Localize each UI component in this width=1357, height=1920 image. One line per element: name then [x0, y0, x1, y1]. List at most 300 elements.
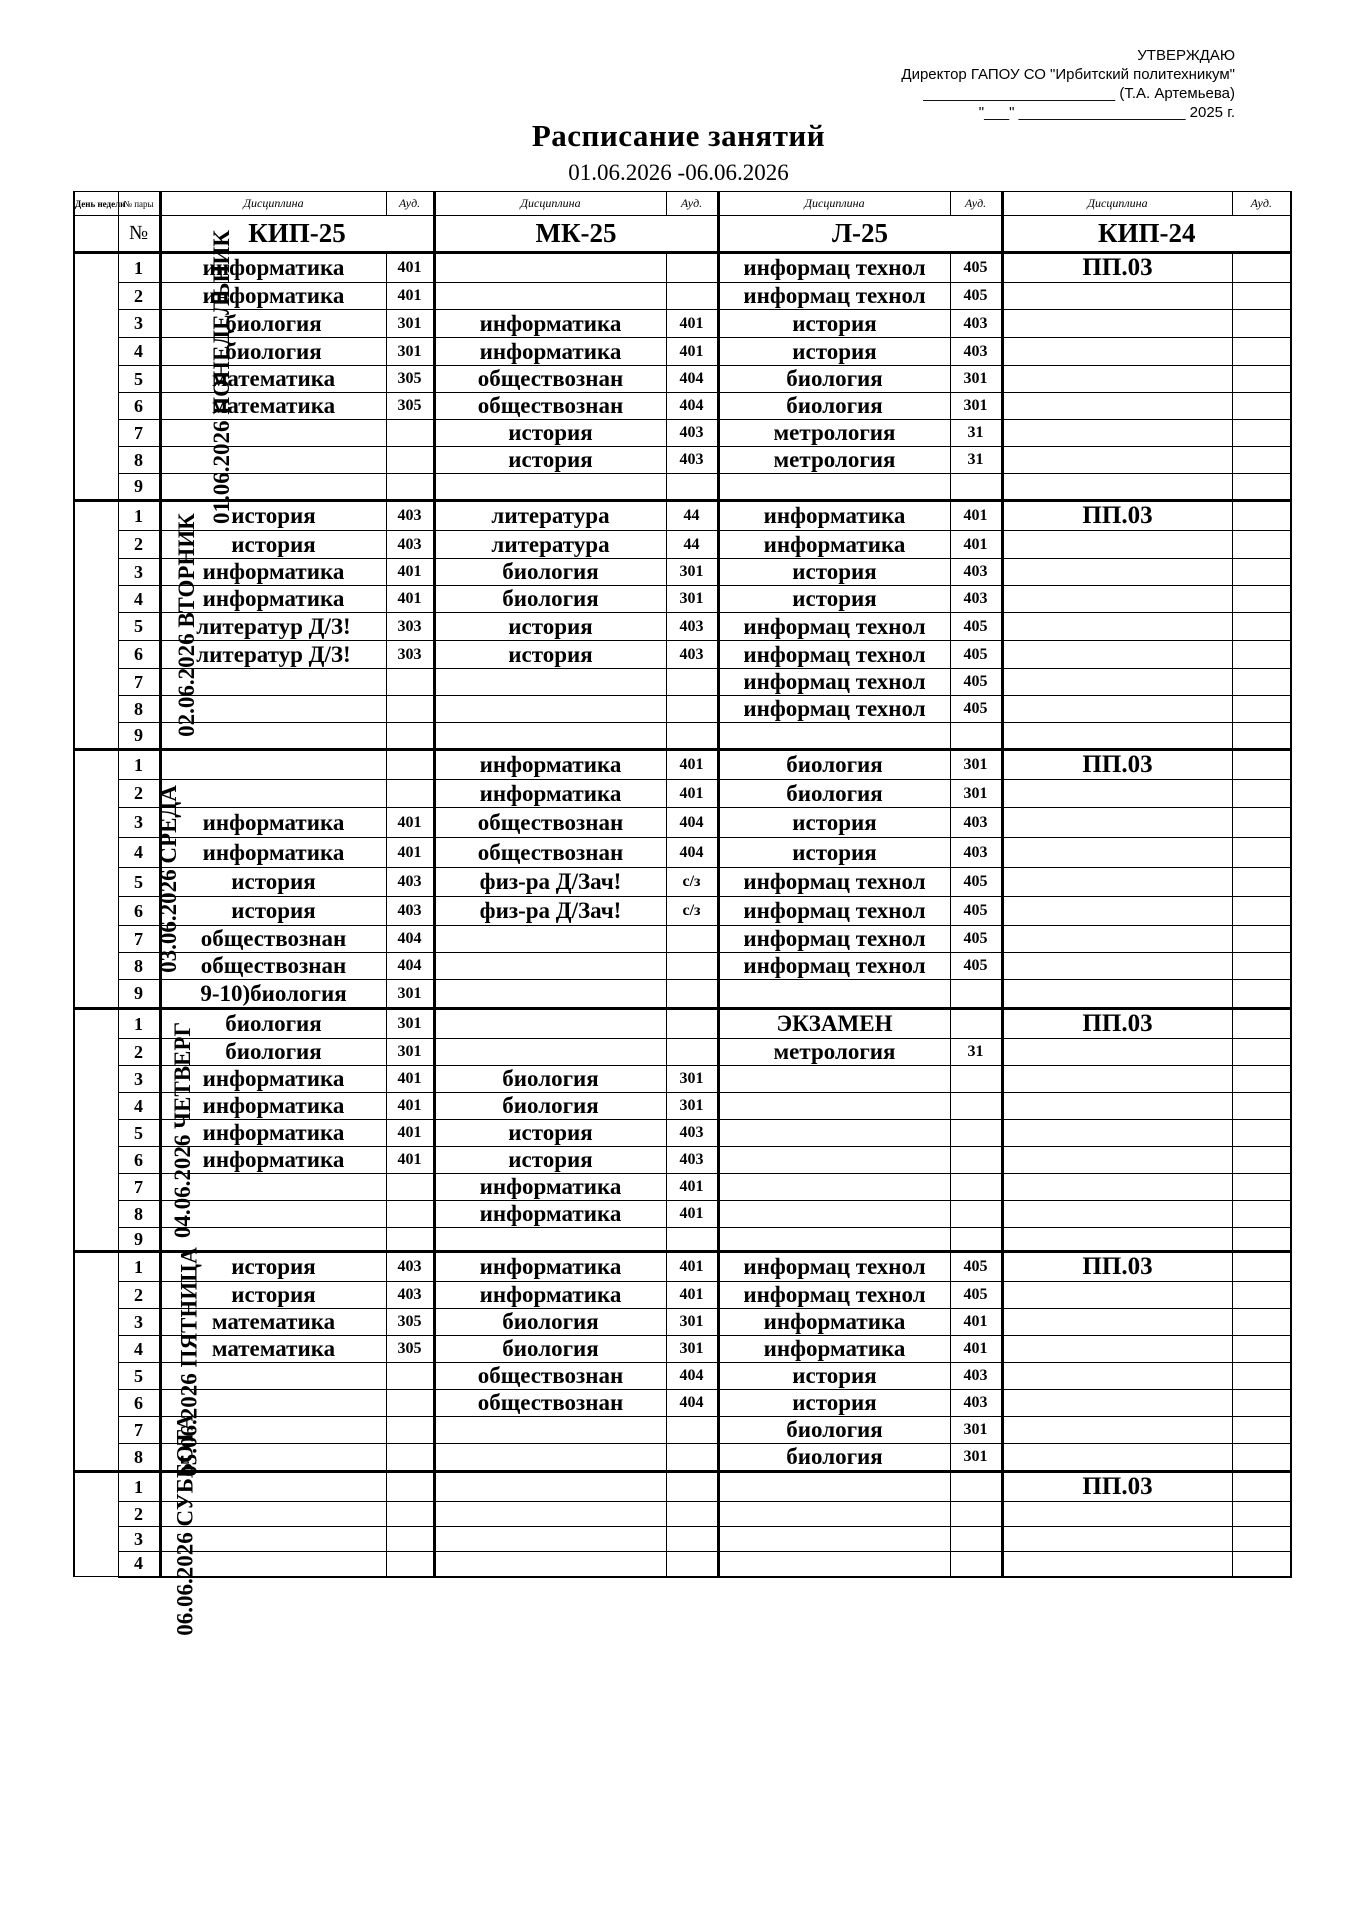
discipline-cell: [1002, 366, 1232, 393]
room-cell: 403: [666, 613, 718, 641]
room-cell: 301: [386, 310, 434, 338]
discipline-cell: история: [434, 447, 666, 474]
room-cell: 403: [950, 586, 1002, 613]
lesson-number: 3: [118, 1527, 160, 1552]
discipline-cell: информатика: [434, 750, 666, 780]
room-cell: 404: [666, 1363, 718, 1390]
discipline-cell: биология: [718, 393, 950, 420]
room-cell: 401: [386, 559, 434, 586]
room-cell: 301: [666, 586, 718, 613]
discipline-cell: история: [434, 1147, 666, 1174]
lesson-row: [74, 338, 1291, 366]
discipline-cell: [1002, 1066, 1232, 1093]
discipline-cell: метрология: [718, 1039, 950, 1066]
lesson-number: 4: [118, 838, 160, 868]
discipline-cell: [1002, 393, 1232, 420]
discipline-cell: [160, 780, 386, 808]
lesson-number: 7: [118, 420, 160, 447]
lesson-row: [74, 868, 1291, 897]
discipline-cell: [434, 253, 666, 283]
room-cell: [950, 1120, 1002, 1147]
room-cell: [1232, 953, 1291, 980]
lesson-row: [74, 1390, 1291, 1417]
discipline-cell: [1002, 1444, 1232, 1472]
discipline-cell: математика: [160, 366, 386, 393]
discipline-cell: [1002, 696, 1232, 723]
lesson-number: 3: [118, 1309, 160, 1336]
lesson-number: 6: [118, 897, 160, 926]
room-cell: 401: [666, 338, 718, 366]
discipline-cell: [434, 1502, 666, 1527]
room-cell: [1232, 1120, 1291, 1147]
room-cell: [1232, 669, 1291, 696]
discipline-cell: обществознан: [434, 808, 666, 838]
discipline-cell: информац технол: [718, 253, 950, 283]
discipline-cell: [434, 926, 666, 953]
lesson-row: [74, 1093, 1291, 1120]
discipline-cell: [1002, 474, 1232, 501]
discipline-cell: обществознан: [434, 1390, 666, 1417]
room-cell: [950, 1174, 1002, 1201]
discipline-cell: информатика: [160, 283, 386, 310]
room-cell: 404: [666, 1390, 718, 1417]
room-cell: [950, 1093, 1002, 1120]
room-cell: 403: [666, 641, 718, 669]
room-cell: [950, 1228, 1002, 1252]
discipline-cell: информац технол: [718, 669, 950, 696]
room-cell: 301: [950, 1444, 1002, 1472]
room-cell: 403: [950, 1363, 1002, 1390]
discipline-cell: [718, 1228, 950, 1252]
room-cell: [1232, 1444, 1291, 1472]
discipline-cell: история: [434, 420, 666, 447]
period-subtitle: 01.06.2026 -06.06.2026: [568, 160, 789, 185]
lesson-row: [74, 669, 1291, 696]
room-cell: 301: [666, 1336, 718, 1363]
room-cell: [386, 1552, 434, 1577]
discipline-cell: математика: [160, 393, 386, 420]
room-cell: [666, 1009, 718, 1039]
room-cell: [1232, 1039, 1291, 1066]
lesson-number: 8: [118, 696, 160, 723]
discipline-cell: [434, 1417, 666, 1444]
lesson-number: 1: [118, 501, 160, 531]
discipline-cell: [1002, 723, 1232, 750]
room-cell: 405: [950, 253, 1002, 283]
lesson-number: 4: [118, 586, 160, 613]
room-cell: [386, 1174, 434, 1201]
room-cell: 305: [386, 366, 434, 393]
room-cell: [666, 1527, 718, 1552]
discipline-cell: информатика: [160, 838, 386, 868]
approval-line-2: Директор ГАПОУ СО "Ирбитский политехникум": [901, 66, 1235, 83]
room-cell: [386, 780, 434, 808]
lesson-number: 7: [118, 1417, 160, 1444]
room-cell: 403: [666, 1120, 718, 1147]
lesson-number: 3: [118, 808, 160, 838]
lesson-row: [74, 366, 1291, 393]
discipline-cell: [434, 1552, 666, 1577]
room-cell: [386, 474, 434, 501]
approval-line-3: _______________________ (Т.А. Артемьева): [923, 85, 1235, 102]
room-cell: [1232, 723, 1291, 750]
room-cell: [950, 474, 1002, 501]
room-cell: [386, 1201, 434, 1228]
room-cell: [386, 1228, 434, 1252]
group-header: КИП-24: [1002, 216, 1291, 253]
discipline-cell: биология: [434, 1336, 666, 1363]
discipline-cell: история: [434, 613, 666, 641]
room-cell: 401: [950, 1309, 1002, 1336]
room-cell: [950, 980, 1002, 1009]
discipline-cell: информац технол: [718, 1252, 950, 1282]
room-cell: 403: [666, 420, 718, 447]
discipline-cell: история: [434, 1120, 666, 1147]
discipline-cell: [1002, 868, 1232, 897]
room-cell: [1232, 897, 1291, 926]
room-cell: [1232, 1417, 1291, 1444]
lesson-number: 8: [118, 1201, 160, 1228]
discipline-cell: история: [160, 501, 386, 531]
lesson-row: [74, 897, 1291, 926]
room-cell: [1232, 338, 1291, 366]
lesson-row: [74, 310, 1291, 338]
room-cell: 403: [386, 1282, 434, 1309]
discipline-cell: [1002, 531, 1232, 559]
discipline-cell: информац технол: [718, 641, 950, 669]
room-cell: [666, 1417, 718, 1444]
discipline-cell: [434, 1039, 666, 1066]
discipline-cell: ЭКЗАМЕН: [718, 1009, 950, 1039]
room-cell: 404: [666, 366, 718, 393]
discipline-cell: биология: [718, 780, 950, 808]
room-cell: 301: [950, 1417, 1002, 1444]
room-cell: [386, 1363, 434, 1390]
discipline-cell: информатика: [160, 253, 386, 283]
discipline-cell: ПП.03: [1002, 501, 1232, 531]
room-cell: [950, 1527, 1002, 1552]
lesson-row: [74, 1444, 1291, 1472]
discipline-cell: [1002, 1552, 1232, 1577]
discipline-cell: [718, 474, 950, 501]
room-cell: [666, 253, 718, 283]
room-cell: [666, 669, 718, 696]
discipline-cell: информатика: [434, 338, 666, 366]
lesson-row: [74, 586, 1291, 613]
room-cell: 405: [950, 283, 1002, 310]
discipline-cell: обществознан: [160, 953, 386, 980]
room-cell: [1232, 253, 1291, 283]
room-cell: [1232, 1009, 1291, 1039]
room-cell: [1232, 1472, 1291, 1502]
discipline-cell: информац технол: [718, 696, 950, 723]
lesson-row: [74, 613, 1291, 641]
room-cell: 301: [666, 559, 718, 586]
discipline-cell: история: [160, 1252, 386, 1282]
room-cell: [1232, 1252, 1291, 1282]
room-cell: [1232, 641, 1291, 669]
room-cell: [666, 474, 718, 501]
room-cell: [666, 980, 718, 1009]
room-cell: 305: [386, 393, 434, 420]
room-cell: 403: [950, 808, 1002, 838]
discipline-header: Дисциплина: [718, 192, 950, 216]
room-cell: 405: [950, 868, 1002, 897]
column-header-row: [74, 192, 1291, 216]
room-cell: 403: [950, 310, 1002, 338]
lesson-row: [74, 1201, 1291, 1228]
discipline-cell: [160, 447, 386, 474]
discipline-cell: обществознан: [434, 366, 666, 393]
room-cell: 31: [950, 447, 1002, 474]
discipline-cell: [1002, 1093, 1232, 1120]
room-cell: 403: [950, 838, 1002, 868]
room-cell: [1232, 474, 1291, 501]
discipline-cell: информац технол: [718, 283, 950, 310]
room-cell: 303: [386, 641, 434, 669]
room-cell: 31: [950, 1039, 1002, 1066]
room-cell: [1232, 586, 1291, 613]
day-label: 06.06.2026 СУББОТА: [74, 1472, 118, 1577]
room-cell: 401: [666, 310, 718, 338]
room-cell: [1232, 366, 1291, 393]
discipline-header: Дисциплина: [1002, 192, 1232, 216]
room-cell: [1232, 980, 1291, 1009]
discipline-cell: [1002, 613, 1232, 641]
group-header: КИП-25: [160, 216, 434, 253]
room-cell: [666, 926, 718, 953]
lesson-number: 8: [118, 953, 160, 980]
discipline-cell: обществознан: [160, 926, 386, 953]
discipline-cell: информац технол: [718, 1282, 950, 1309]
lesson-number: 6: [118, 641, 160, 669]
room-cell: [666, 1552, 718, 1577]
discipline-cell: история: [718, 586, 950, 613]
room-cell: 301: [950, 393, 1002, 420]
room-cell: [950, 1147, 1002, 1174]
lesson-row: [74, 1282, 1291, 1309]
group-header: МК-25: [434, 216, 718, 253]
discipline-cell: биология: [718, 1444, 950, 1472]
discipline-cell: [1002, 447, 1232, 474]
discipline-cell: обществознан: [434, 1363, 666, 1390]
approval-block: [901, 46, 1235, 122]
lesson-row: [74, 1502, 1291, 1527]
discipline-cell: информатика: [718, 531, 950, 559]
discipline-cell: информатика: [160, 559, 386, 586]
discipline-cell: информатика: [718, 1309, 950, 1336]
room-cell: [1232, 1066, 1291, 1093]
room-cell: [666, 953, 718, 980]
approval-line-4: "___" ____________________ 2025 г.: [978, 104, 1235, 121]
day-label: 02.06.2026 ВТОРНИК: [74, 501, 118, 750]
lesson-row: [74, 420, 1291, 447]
room-cell: [666, 283, 718, 310]
discipline-cell: [1002, 310, 1232, 338]
discipline-cell: математика: [160, 1309, 386, 1336]
room-cell: 403: [386, 501, 434, 531]
lesson-row: [74, 926, 1291, 953]
room-cell: 301: [950, 780, 1002, 808]
lesson-row: [74, 1039, 1291, 1066]
room-cell: [386, 447, 434, 474]
room-cell: 305: [386, 1336, 434, 1363]
discipline-cell: физ-ра Д/Зач!: [434, 897, 666, 926]
discipline-cell: [718, 1066, 950, 1093]
lesson-row: [74, 1472, 1291, 1502]
discipline-cell: [1002, 1120, 1232, 1147]
discipline-cell: [160, 474, 386, 501]
room-cell: 44: [666, 531, 718, 559]
discipline-cell: биология: [434, 559, 666, 586]
discipline-cell: [1002, 1147, 1232, 1174]
discipline-cell: [434, 1009, 666, 1039]
room-cell: [666, 1444, 718, 1472]
discipline-cell: [1002, 586, 1232, 613]
discipline-cell: информатика: [434, 1252, 666, 1282]
room-cell: 405: [950, 669, 1002, 696]
discipline-cell: ПП.03: [1002, 750, 1232, 780]
discipline-cell: [718, 1174, 950, 1201]
lesson-row: [74, 1417, 1291, 1444]
room-cell: [1232, 1552, 1291, 1577]
lesson-number: 2: [118, 531, 160, 559]
room-cell: [666, 1472, 718, 1502]
lesson-row: [74, 980, 1291, 1009]
lesson-row: [74, 838, 1291, 868]
discipline-cell: [1002, 780, 1232, 808]
lesson-row: [74, 253, 1291, 283]
discipline-cell: [1002, 926, 1232, 953]
discipline-cell: [434, 696, 666, 723]
room-cell: [666, 1039, 718, 1066]
discipline-cell: метрология: [718, 447, 950, 474]
day-header-cont: [74, 216, 118, 253]
discipline-cell: биология: [160, 338, 386, 366]
room-cell: [950, 1066, 1002, 1093]
group-header-row: [74, 216, 1291, 253]
room-cell: 405: [950, 926, 1002, 953]
room-cell: 401: [386, 283, 434, 310]
room-cell: [1232, 501, 1291, 531]
lesson-row: [74, 474, 1291, 501]
lesson-row: [74, 1309, 1291, 1336]
room-cell: [1232, 750, 1291, 780]
discipline-cell: информатика: [160, 1147, 386, 1174]
lesson-number: 3: [118, 310, 160, 338]
room-cell: [386, 1472, 434, 1502]
discipline-cell: [1002, 838, 1232, 868]
lesson-row: [74, 1527, 1291, 1552]
discipline-cell: история: [718, 559, 950, 586]
discipline-cell: информатика: [160, 1066, 386, 1093]
lesson-row: [74, 808, 1291, 838]
discipline-cell: обществознан: [434, 393, 666, 420]
room-cell: [666, 723, 718, 750]
discipline-cell: биология: [434, 1309, 666, 1336]
discipline-cell: [1002, 1228, 1232, 1252]
room-cell: 303: [386, 613, 434, 641]
room-cell: 301: [666, 1309, 718, 1336]
room-cell: 301: [386, 338, 434, 366]
lesson-number: 9: [118, 723, 160, 750]
lesson-row: [74, 723, 1291, 750]
discipline-cell: история: [718, 338, 950, 366]
lesson-number: 5: [118, 1363, 160, 1390]
lesson-row: [74, 447, 1291, 474]
room-cell: [950, 1502, 1002, 1527]
room-cell: 403: [950, 559, 1002, 586]
lesson-row: [74, 1252, 1291, 1282]
room-cell: [1232, 393, 1291, 420]
room-cell: [1232, 1502, 1291, 1527]
discipline-cell: [1002, 1527, 1232, 1552]
discipline-cell: информатика: [434, 1282, 666, 1309]
room-cell: 401: [386, 1066, 434, 1093]
room-cell: [950, 723, 1002, 750]
discipline-cell: история: [160, 868, 386, 897]
room-cell: 31: [950, 420, 1002, 447]
lesson-row: [74, 1336, 1291, 1363]
lesson-row: [74, 1228, 1291, 1252]
discipline-cell: ПП.03: [1002, 1252, 1232, 1282]
lesson-row: [74, 1174, 1291, 1201]
room-cell: 404: [386, 926, 434, 953]
discipline-cell: информатика: [160, 1093, 386, 1120]
day-label: 01.06.2026 ПОНЕДЕЛЬНИК: [74, 253, 118, 501]
room-cell: 405: [950, 1252, 1002, 1282]
discipline-cell: [160, 750, 386, 780]
lesson-row: [74, 1066, 1291, 1093]
room-cell: 301: [386, 980, 434, 1009]
discipline-cell: информатика: [718, 501, 950, 531]
discipline-cell: история: [718, 310, 950, 338]
room-cell: [666, 1502, 718, 1527]
discipline-cell: [1002, 1390, 1232, 1417]
discipline-cell: [1002, 1282, 1232, 1309]
lesson-number: 5: [118, 868, 160, 897]
discipline-cell: история: [160, 897, 386, 926]
lesson-row: [74, 393, 1291, 420]
room-cell: [1232, 696, 1291, 723]
room-cell: [1232, 1336, 1291, 1363]
discipline-cell: 9-10)биология: [160, 980, 386, 1009]
room-cell: [1232, 1309, 1291, 1336]
discipline-cell: информатика: [160, 1120, 386, 1147]
room-cell: [386, 1390, 434, 1417]
room-cell: [386, 669, 434, 696]
room-cell: [950, 1472, 1002, 1502]
lesson-number: 1: [118, 1252, 160, 1282]
discipline-cell: [718, 1093, 950, 1120]
lesson-row: [74, 780, 1291, 808]
room-cell: [386, 1502, 434, 1527]
document-title: Расписание занятий: [531, 118, 826, 153]
room-cell: 403: [386, 1252, 434, 1282]
lesson-number: 6: [118, 1147, 160, 1174]
discipline-cell: история: [160, 531, 386, 559]
room-cell: [950, 1201, 1002, 1228]
lesson-row: [74, 501, 1291, 531]
room-cell: 301: [950, 750, 1002, 780]
room-cell: 403: [666, 1147, 718, 1174]
day-label: 05.06.2026 ПЯТНИЦА: [74, 1252, 118, 1472]
room-cell: [1232, 613, 1291, 641]
discipline-cell: [1002, 1417, 1232, 1444]
room-cell: 401: [386, 838, 434, 868]
discipline-cell: [718, 980, 950, 1009]
discipline-cell: [434, 1527, 666, 1552]
